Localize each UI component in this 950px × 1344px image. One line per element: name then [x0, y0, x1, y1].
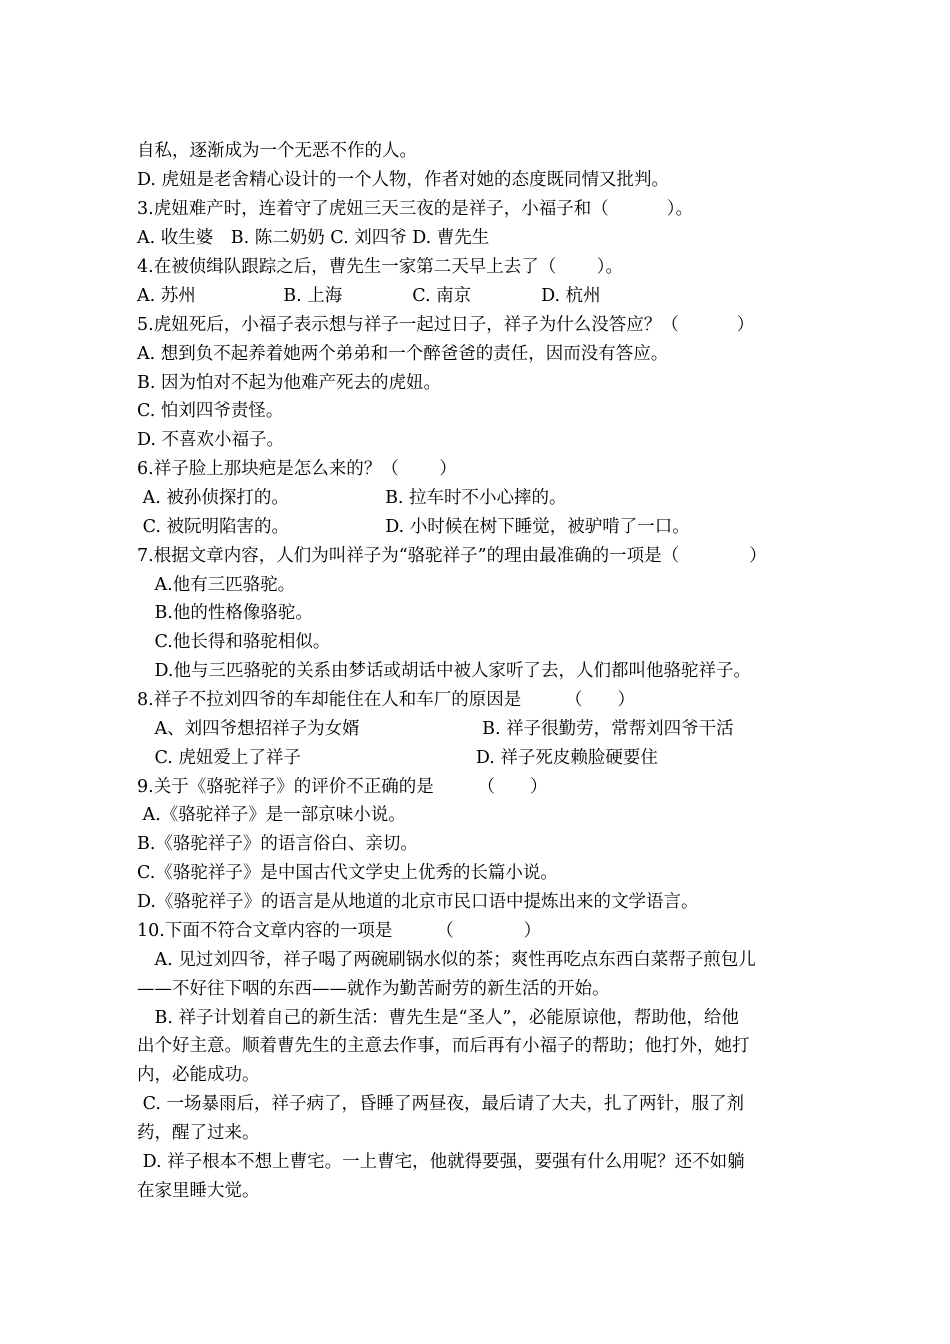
text-line: C.《骆驼祥子》是中国古代文学史上优秀的长篇小说。 [137, 863, 558, 883]
text-line: B.《骆驼祥子》的语言俗白、亲切。 [137, 834, 418, 854]
text-line: A. 收生婆 B. 陈二奶奶 C. 刘四爷 D. 曹先生 [137, 228, 490, 248]
text-line: D.他与三匹骆驼的关系由梦话或胡话中被人家听了去，人们都叫他骆驼祥子。 [137, 661, 751, 681]
text-line: C. 怕刘四爷责怪。 [137, 401, 284, 421]
text-line: 9.关于《骆驼祥子》的评价不正确的是 （ ） [137, 777, 548, 797]
text-line: A、刘四爷想招祥子为女婿 B. 祥子很勤劳，常帮刘四爷干活 [137, 719, 734, 739]
text-line: C. 被阮明陷害的。 D. 小时候在树下睡觉，被驴啃了一口。 [137, 517, 690, 537]
text-line: D. 祥子根本不想上曹宅。一上曹宅，他就得要强，要强有什么用呢？还不如躺 [137, 1152, 745, 1172]
text-line: A. 被孙侦探打的。 B. 拉车时不小心摔的。 [137, 488, 567, 508]
text-line: 10.下面不符合文章内容的一项是 （ ） [137, 921, 542, 941]
text-line: 8.祥子不拉刘四爷的车却能住在人和车厂的原因是 （ ） [137, 690, 635, 710]
text-line: 6.祥子脸上那块疤是怎么来的？（ ） [137, 459, 457, 479]
text-line: D. 虎妞是老舍精心设计的一个人物，作者对她的态度既同情又批判。 [137, 170, 670, 190]
text-line: 药，醒了过来。 [137, 1123, 260, 1143]
text-line: 在家里睡大觉。 [137, 1181, 260, 1201]
text-line: B. 祥子计划着自己的新生活：曹先生是“圣人”，必能原谅他，帮助他，给他 [137, 1008, 739, 1028]
text-line: C. 一场暴雨后，祥子病了，昏睡了两昼夜，最后请了大夫，扎了两针，服了剂 [137, 1094, 744, 1114]
text-line: 5.虎妞死后，小福子表示想与祥子一起过日子，祥子为什么没答应？（ ） [137, 315, 755, 335]
text-line: 3.虎妞难产时，连着守了虎妞三天三夜的是祥子，小福子和（ ）。 [137, 199, 694, 219]
text-line: 自私，逐渐成为一个无恶不作的人。 [137, 141, 417, 161]
text-line: A. 苏州 B. 上海 C. 南京 D. 杭州 [137, 286, 601, 306]
text-line: ——不好往下咽的东西——就作为勤苦耐劳的新生活的开始。 [137, 979, 610, 999]
text-line: 内，必能成功。 [137, 1065, 260, 1085]
text-line: A. 见过刘四爷，祥子喝了两碗刷锅水似的茶；爽性再吃点东西白菜帮子煎包儿 [137, 950, 756, 970]
text-line: A. 想到负不起养着她两个弟弟和一个醉爸爸的责任，因而没有答应。 [137, 344, 669, 364]
text-line: 4.在被侦缉队跟踪之后，曹先生一家第二天早上去了（ ）。 [137, 257, 624, 277]
text-line: C. 虎妞爱上了祥子 D. 祥子死皮赖脸硬要住 [137, 748, 658, 768]
text-line: B. 因为怕对不起为他难产死去的虎妞。 [137, 373, 441, 393]
text-line: C.他长得和骆驼相似。 [137, 632, 331, 652]
text-line: B.他的性格像骆驼。 [137, 603, 313, 623]
text-line: D.《骆驼祥子》的语言是从地道的北京市民口语中提炼出来的文学语言。 [137, 892, 699, 912]
text-line: A.他有三匹骆驼。 [137, 575, 296, 595]
text-line: A.《骆驼祥子》是一部京味小说。 [137, 805, 406, 825]
text-line: D. 不喜欢小福子。 [137, 430, 285, 450]
text-line: 出个好主意。顺着曹先生的主意去作事，而后再有小福子的帮助；他打外，她打 [137, 1036, 750, 1056]
text-line: 7.根据文章内容，人们为叫祥子为“骆驼祥子”的理由最准确的一项是（ ） [137, 546, 767, 566]
